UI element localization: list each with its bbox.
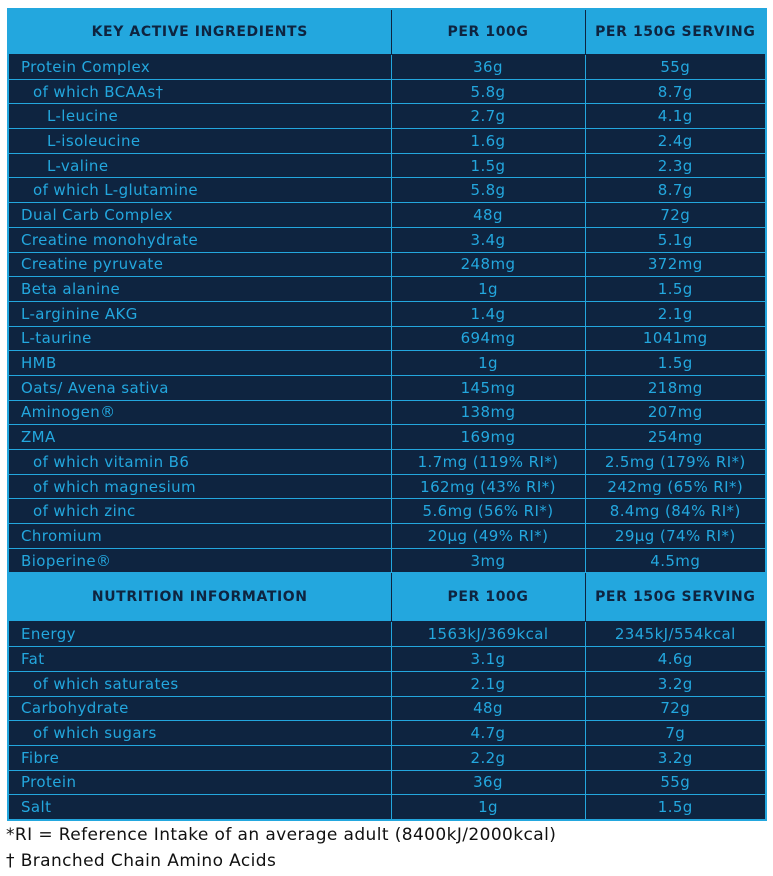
table-row: [8, 450, 766, 475]
footnotes: [6, 822, 768, 874]
row-per100-value: 169mg: [391, 425, 585, 450]
table-row: [8, 277, 766, 302]
row-serving-value: 29µg (74% RI*): [585, 524, 766, 549]
row-name: L-taurine: [8, 326, 391, 351]
row-name: Dual Carb Complex: [8, 203, 391, 228]
table-row: [8, 252, 766, 277]
row-per100-value: 2.2g: [391, 745, 585, 770]
row-serving-value: 1041mg: [585, 326, 766, 351]
row-name: HMB: [8, 351, 391, 376]
table-row: [8, 696, 766, 721]
table-row: [8, 524, 766, 549]
row-per100-value: 5.8g: [391, 79, 585, 104]
row-per100-value: 48g: [391, 203, 585, 228]
row-serving-value: 372mg: [585, 252, 766, 277]
nutrition-table: [7, 8, 767, 821]
row-per100-value: 138mg: [391, 400, 585, 425]
row-serving-value: 4.5mg: [585, 548, 766, 573]
table-row: [8, 770, 766, 795]
row-per100-value: 2.7g: [391, 104, 585, 129]
nutrition-section: [8, 573, 766, 820]
row-serving-value: 72g: [585, 696, 766, 721]
row-per100-value: 1g: [391, 277, 585, 302]
row-per100-value: 145mg: [391, 375, 585, 400]
row-serving-value: 8.7g: [585, 178, 766, 203]
table-row: [8, 499, 766, 524]
row-per100-value: 3mg: [391, 548, 585, 573]
table-row: [8, 375, 766, 400]
row-per100-value: 1.6g: [391, 129, 585, 154]
row-name: L-valine: [8, 153, 391, 178]
row-name: L-isoleucine: [8, 129, 391, 154]
table-row: [8, 721, 766, 746]
row-per100-value: 36g: [391, 770, 585, 795]
table-row: [8, 227, 766, 252]
row-per100-value: 3.1g: [391, 647, 585, 672]
row-name: Creatine monohydrate: [8, 227, 391, 252]
nutrition-header-row: [8, 573, 766, 622]
row-serving-value: 4.6g: [585, 647, 766, 672]
table-row: [8, 425, 766, 450]
row-name: Beta alanine: [8, 277, 391, 302]
row-serving-value: 1.5g: [585, 351, 766, 376]
table-row: [8, 129, 766, 154]
table-row: [8, 795, 766, 820]
table-row: [8, 203, 766, 228]
row-serving-value: 1.5g: [585, 277, 766, 302]
table-row: [8, 79, 766, 104]
row-per100-value: 1.7mg (119% RI*): [391, 450, 585, 475]
table-row: [8, 104, 766, 129]
row-name: of which sugars: [8, 721, 391, 746]
row-name: Aminogen®: [8, 400, 391, 425]
row-per100-value: 1563kJ/369kcal: [391, 622, 585, 647]
row-serving-value: 55g: [585, 770, 766, 795]
row-serving-value: 2.1g: [585, 301, 766, 326]
row-per100-value: 2.1g: [391, 671, 585, 696]
row-serving-value: 5.1g: [585, 227, 766, 252]
row-name: Carbohydrate: [8, 696, 391, 721]
row-name: of which zinc: [8, 499, 391, 524]
table-row: [8, 55, 766, 80]
row-name: ZMA: [8, 425, 391, 450]
row-name: Salt: [8, 795, 391, 820]
row-per100-value: 248mg: [391, 252, 585, 277]
row-name: Bioperine®: [8, 548, 391, 573]
row-serving-value: 218mg: [585, 375, 766, 400]
row-serving-value: 2.4g: [585, 129, 766, 154]
row-per100-value: 1g: [391, 351, 585, 376]
table-row: [8, 326, 766, 351]
ingredients-header-per100: PER 100G: [391, 9, 585, 55]
table-row: [8, 400, 766, 425]
footnote-ri: *RI = Reference Intake of an average adult (8400kJ/2000kcal): [6, 825, 557, 845]
row-name: of which saturates: [8, 671, 391, 696]
ingredients-section: [8, 9, 766, 573]
row-serving-value: 7g: [585, 721, 766, 746]
row-name: of which BCAAs†: [8, 79, 391, 104]
row-name: Protein Complex: [8, 55, 391, 80]
row-per100-value: 36g: [391, 55, 585, 80]
row-name: L-leucine: [8, 104, 391, 129]
table-row: [8, 671, 766, 696]
row-name: L-arginine AKG: [8, 301, 391, 326]
row-serving-value: 8.7g: [585, 79, 766, 104]
ingredients-header-serving: PER 150G SERVING: [585, 9, 766, 55]
row-name: Chromium: [8, 524, 391, 549]
footnote-bcaa: † Branched Chain Amino Acids: [6, 851, 277, 871]
row-per100-value: 1.5g: [391, 153, 585, 178]
row-name: Creatine pyruvate: [8, 252, 391, 277]
table-row: [8, 474, 766, 499]
table-row: [8, 351, 766, 376]
table-row: [8, 153, 766, 178]
row-name: Oats/ Avena sativa: [8, 375, 391, 400]
row-per100-value: 20µg (49% RI*): [391, 524, 585, 549]
row-serving-value: 2.5mg (179% RI*): [585, 450, 766, 475]
row-serving-value: 2345kJ/554kcal: [585, 622, 766, 647]
row-serving-value: 4.1g: [585, 104, 766, 129]
row-serving-value: 8.4mg (84% RI*): [585, 499, 766, 524]
row-per100-value: 694mg: [391, 326, 585, 351]
nutrition-header-per100: PER 100G: [391, 573, 585, 622]
table-row: [8, 745, 766, 770]
nutrition-header-name: NUTRITION INFORMATION: [8, 573, 391, 622]
table-row: [8, 622, 766, 647]
ingredients-header-row: [8, 9, 766, 55]
row-serving-value: 207mg: [585, 400, 766, 425]
row-name: of which L-glutamine: [8, 178, 391, 203]
row-serving-value: 2.3g: [585, 153, 766, 178]
row-name: Protein: [8, 770, 391, 795]
row-per100-value: 1.4g: [391, 301, 585, 326]
row-per100-value: 4.7g: [391, 721, 585, 746]
row-serving-value: 3.2g: [585, 671, 766, 696]
row-per100-value: 3.4g: [391, 227, 585, 252]
row-serving-value: 55g: [585, 55, 766, 80]
row-serving-value: 1.5g: [585, 795, 766, 820]
row-per100-value: 162mg (43% RI*): [391, 474, 585, 499]
row-name: Energy: [8, 622, 391, 647]
row-per100-value: 5.8g: [391, 178, 585, 203]
table-row: [8, 647, 766, 672]
row-per100-value: 1g: [391, 795, 585, 820]
row-name: Fibre: [8, 745, 391, 770]
table-row: [8, 178, 766, 203]
nutrition-header-serving: PER 150G SERVING: [585, 573, 766, 622]
row-serving-value: 254mg: [585, 425, 766, 450]
row-name: of which vitamin B6: [8, 450, 391, 475]
row-serving-value: 3.2g: [585, 745, 766, 770]
table-row: [8, 301, 766, 326]
row-name: of which magnesium: [8, 474, 391, 499]
ingredients-header-name: KEY ACTIVE INGREDIENTS: [8, 9, 391, 55]
row-serving-value: 242mg (65% RI*): [585, 474, 766, 499]
row-name: Fat: [8, 647, 391, 672]
row-per100-value: 5.6mg (56% RI*): [391, 499, 585, 524]
row-per100-value: 48g: [391, 696, 585, 721]
row-serving-value: 72g: [585, 203, 766, 228]
table-row: [8, 548, 766, 573]
